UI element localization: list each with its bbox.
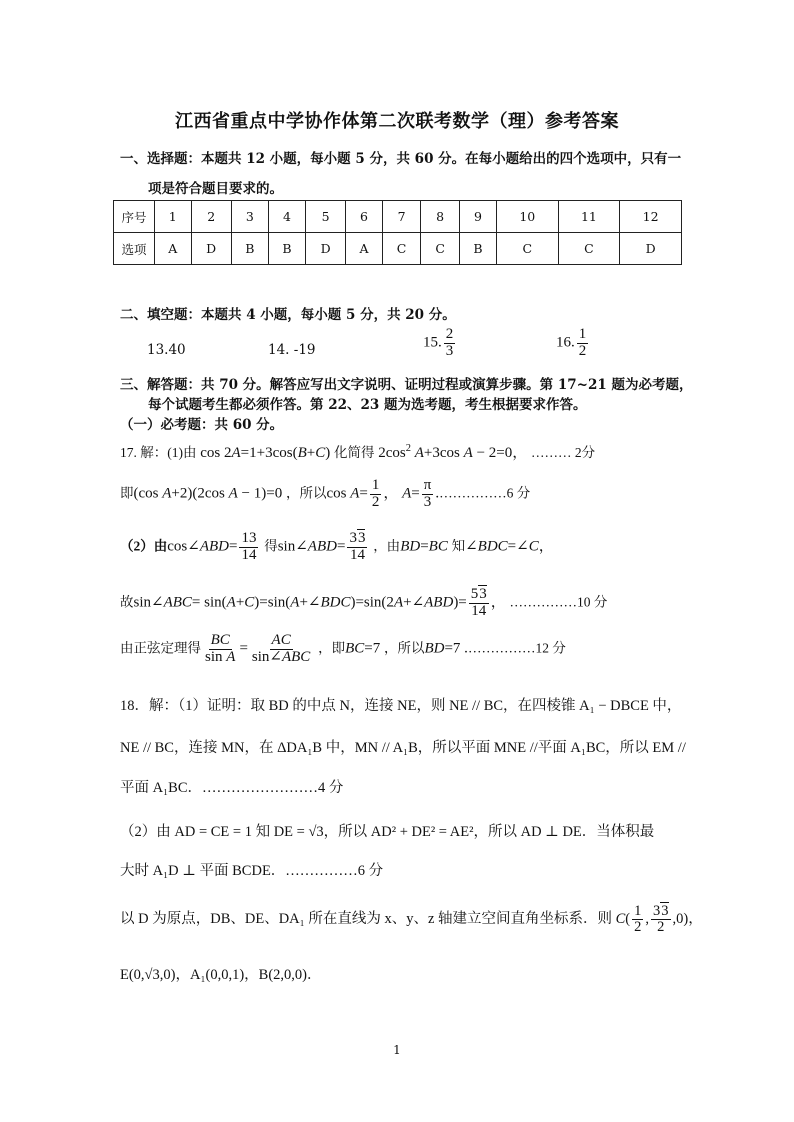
answer-13: 13.40	[147, 342, 186, 358]
table-cell: 10	[497, 201, 559, 233]
q18-text: 以 D 为原点，DB、DE、DA₁ 所在直线为 x、y、z 轴建立空间直角坐标系．则	[120, 911, 612, 928]
q17-text: （2）由	[120, 538, 168, 554]
denominator: 2	[578, 342, 587, 359]
section3-subheading: （一）必考题：共 60 分。	[120, 417, 284, 433]
q17-text: ，即	[318, 640, 346, 656]
score-note: ……… 2分	[530, 445, 596, 460]
table-cell: A	[346, 233, 383, 265]
fraction: $\frac{33}{2}$	[653, 903, 669, 936]
table-cell: D	[306, 233, 346, 265]
table-cell: 1	[155, 201, 192, 233]
table-cell: C	[497, 233, 559, 265]
score-note: ……………10 分	[509, 594, 608, 610]
table-cell: 9	[459, 201, 496, 233]
fraction: $\frac{13}{14}$	[241, 530, 257, 563]
table-cell: D	[191, 233, 231, 265]
q17-line5: 由正弦定理得 $\frac{BC}{\text{sin A}}$ = $\frac{AC}{\text{sin∠ABC}}$ ，即BC=7 ，所以BD=7 .……………12 分	[120, 632, 566, 665]
q17-text: 得	[264, 538, 278, 554]
q17-text: 知	[451, 538, 466, 554]
page-title: 江西省重点中学协作体第二次联考数学（理）参考答案	[175, 111, 619, 132]
fraction: $\frac{BC}{\text{sin A}}$	[205, 632, 236, 665]
table-cell: B	[459, 233, 496, 265]
q18-line3: 平面 A₁BC．……………………4 分	[120, 780, 344, 796]
answer-14: 14. -19	[268, 342, 316, 358]
table-cell: 7	[382, 201, 421, 233]
fraction: $\frac{AC}{\text{sin∠ABC}}$	[251, 632, 311, 665]
table-cell: 2	[191, 201, 231, 233]
fraction: $\frac{53}{14}$	[470, 586, 487, 619]
q18-line2: NE // BC，连接 MN，在 ΔDA₁B 中，MN // A₁B，所以平面 MNE //平面 A₁BC，所以 EM //	[120, 740, 686, 756]
q17-text: 故	[120, 594, 134, 610]
q17-line1: 17. 解：(1)由 cos 2A=1+3cos(B+C) 化简得 $2\cos^2$ A+3cos A − 2=0， ……… 2分	[120, 443, 596, 461]
q17-line2: 即(cos A+2)(2cos A − 1)=0 ，所以cos A= $\frac{1}{2}$ ， A= $\frac{\pi}{3}$ .……………6 分	[120, 477, 531, 510]
page-number: 1	[393, 1043, 401, 1057]
section3-intro-line1: 三、解答题：共 70 分。解答应写出文字说明、证明过程或演算步骤。第 17~21 题为必考题，	[120, 377, 693, 393]
q18-line1: 18．解：（1）证明：取 BD 的中点 N，连接 NE，则 NE // BC，在四棱锥 A₁ − DBCE 中，	[120, 698, 682, 714]
numerator: 1	[578, 326, 587, 342]
table-cell: C	[421, 233, 460, 265]
answer-16	[556, 327, 590, 360]
section1-intro-line1: 一、选择题：本题共 12 小题，每小题 5 分，共 60 分。在每小题给出的四个选项中，只有一	[120, 151, 682, 167]
table-cell: B	[231, 233, 268, 265]
score-note: ……………6 分	[439, 485, 531, 501]
table-cell: C	[382, 233, 421, 265]
table-cell: 3	[231, 201, 268, 233]
q17-text: 由正弦定理得	[120, 640, 201, 656]
q17-line4: 故sin∠ABC= sin(A+C)=sin(A+∠BDC)=sin(2A+∠ABD)= $\frac{53}{14}$ ， ……………10 分	[120, 586, 608, 619]
section1-intro-line2: 项是符合题目要求的。	[148, 181, 283, 197]
q18-line6: 以 D 为原点，DB、DE、DA₁ 所在直线为 x、y、z 轴建立空间直角坐标系．则 C( $\frac{1}{2}$ , $\frac{33}{2}$ ,0)，	[120, 903, 703, 936]
numerator: 2	[445, 326, 454, 342]
q18-line5: 大时 A₁D ⊥ 平面 BCDE．……………6 分	[120, 863, 384, 879]
table-cell: 6	[346, 201, 383, 233]
table-cell: C	[558, 233, 620, 265]
q18-line4: （2）由 AD = CE = 1 知 DE = √3，所以 AD² + DE² = AE²，所以 AD ⊥ DE．当体积最	[120, 824, 655, 840]
answer-16-label: 16.	[556, 334, 575, 351]
q17-text: ，所以	[383, 640, 425, 656]
table-row-answers	[114, 233, 682, 265]
table-cell: 4	[268, 201, 305, 233]
fraction: $\frac{1}{2}$	[634, 903, 642, 936]
q17-line3: （2）由cos∠ABD= $\frac{13}{14}$ 得sin∠ABD= $\frac{33}{14}$ ，由BD=BC 知∠BDC=∠C，	[120, 530, 554, 563]
table-cell: D	[620, 233, 682, 265]
section3-intro-line2: 每个试题考生都必须作答。第 22、23 题为选考题，考生根据要求作答。	[148, 397, 587, 413]
table-cell-label: 序号	[114, 201, 155, 233]
section2-heading: 二、填空题：本题共 4 小题，每小题 5 分，共 20 分。	[120, 307, 456, 323]
q17-text: 17. 解：(1)由	[120, 445, 197, 460]
table-cell: 8	[421, 201, 460, 233]
table-cell-label: 选项	[114, 233, 155, 265]
q17-text: 化简得	[334, 445, 375, 460]
answer-15-label: 15.	[423, 334, 442, 351]
denominator: 3	[445, 342, 454, 359]
q17-text: ，由	[373, 538, 401, 554]
fraction: $\frac{1}{2}$	[371, 477, 380, 510]
fraction	[444, 327, 456, 360]
answer-15	[423, 327, 457, 360]
q18-line7: E(0,√3,0)，A₁(0,0,1)，B(2,0,0)．	[120, 967, 322, 983]
score-note: ……………12 分	[467, 640, 566, 656]
q17-text: 即	[120, 485, 134, 501]
answer-table	[113, 200, 682, 265]
table-cell: A	[155, 233, 192, 265]
fraction: $\frac{33}{14}$	[349, 530, 366, 563]
fraction: $\frac{\pi}{3}$	[423, 477, 432, 510]
fraction	[577, 327, 589, 360]
table-cell: B	[268, 233, 305, 265]
table-cell: 11	[558, 201, 620, 233]
table-cell: 5	[306, 201, 346, 233]
q17-text: ，所以	[285, 485, 327, 501]
table-row-numbers	[114, 201, 682, 233]
table-cell: 12	[620, 201, 682, 233]
